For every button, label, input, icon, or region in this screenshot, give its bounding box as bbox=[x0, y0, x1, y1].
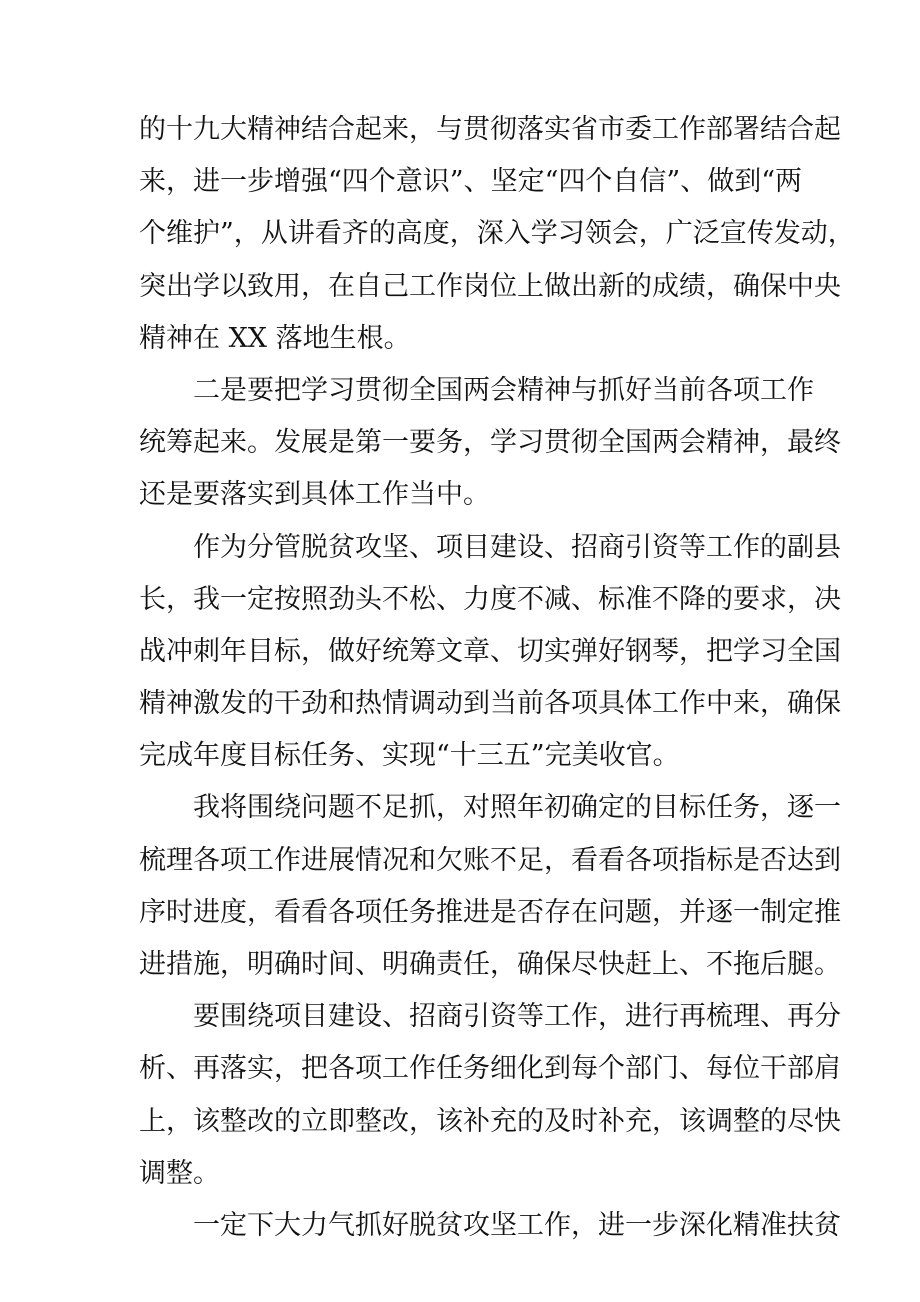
text-line: 我将围绕问题不足抓，对照年初确定的目标任务，逐一 bbox=[193, 792, 841, 824]
text-line: 作为分管脱贫攻坚、项目建设、招商引资等工作的副县 bbox=[193, 531, 841, 563]
text-line: 二是要把学习贯彻全国两会精神与抓好当前各项工作 bbox=[193, 374, 814, 406]
text-line: 个维护”，从讲看齐的高度，深入学习领会，广泛宣传发动， bbox=[139, 218, 855, 250]
document-body bbox=[139, 104, 855, 1252]
text-line: 上，该整改的立即整改，该补充的及时补充，该调整的尽快 bbox=[139, 1105, 841, 1137]
text-line: 要围绕项目建设、招商引资等工作，进行再梳理、再分 bbox=[193, 1001, 841, 1033]
text-line: 长，我一定按照劲头不松、力度不减、标准不降的要求，决 bbox=[139, 583, 841, 615]
text-line: 还是要落实到具体工作当中。 bbox=[139, 479, 490, 511]
text-line: 一定下大力气抓好脱贫攻坚工作，进一步深化精准扶贫 bbox=[193, 1209, 841, 1241]
paragraph-vice-county-head bbox=[139, 522, 841, 783]
text-line: 调整。 bbox=[139, 1157, 220, 1189]
text-line: 析、再落实，把各项工作任务细化到每个部门、每位干部肩 bbox=[139, 1053, 841, 1085]
text-line: 战冲刺年目标，做好统筹文章、切实弹好钢琴，把学习全国 bbox=[139, 635, 841, 667]
paragraph-poverty-alleviation bbox=[139, 1200, 841, 1252]
text-line: 完成年度目标任务、实现“十三五”完美收官。 bbox=[139, 740, 680, 772]
paragraph-project-construction bbox=[139, 991, 841, 1200]
text-line: 序时进度，看看各项任务推进是否存在问题，并逐一制定推 bbox=[139, 896, 841, 928]
paragraph-problem-focus bbox=[139, 782, 841, 991]
text-line: 进措施，明确时间、明确责任，确保尽快赶上、不拖后腿。 bbox=[139, 949, 841, 980]
paragraph-second-point bbox=[139, 365, 841, 522]
text-line: 来，进一步增强“四个意识”、坚定“四个自信”、做到“两 bbox=[139, 166, 803, 198]
text-line: 统筹起来。发展是第一要务，学习贯彻全国两会精神，最终 bbox=[139, 427, 841, 459]
text-line: 梳理各项工作进展情况和欠账不足，看看各项指标是否达到 bbox=[139, 844, 841, 876]
text-line: 的十九大精神结合起来，与贯彻落实省市委工作部署结合起 bbox=[139, 114, 841, 145]
text-line: 精神在 XX 落地生根。 bbox=[139, 322, 411, 354]
paragraph-continuation bbox=[139, 104, 855, 365]
text-line: 精神激发的干劲和热情调动到当前各项具体工作中来，确保 bbox=[139, 688, 841, 720]
text-line: 突出学以致用，在自己工作岗位上做出新的成绩，确保中央 bbox=[139, 270, 841, 302]
